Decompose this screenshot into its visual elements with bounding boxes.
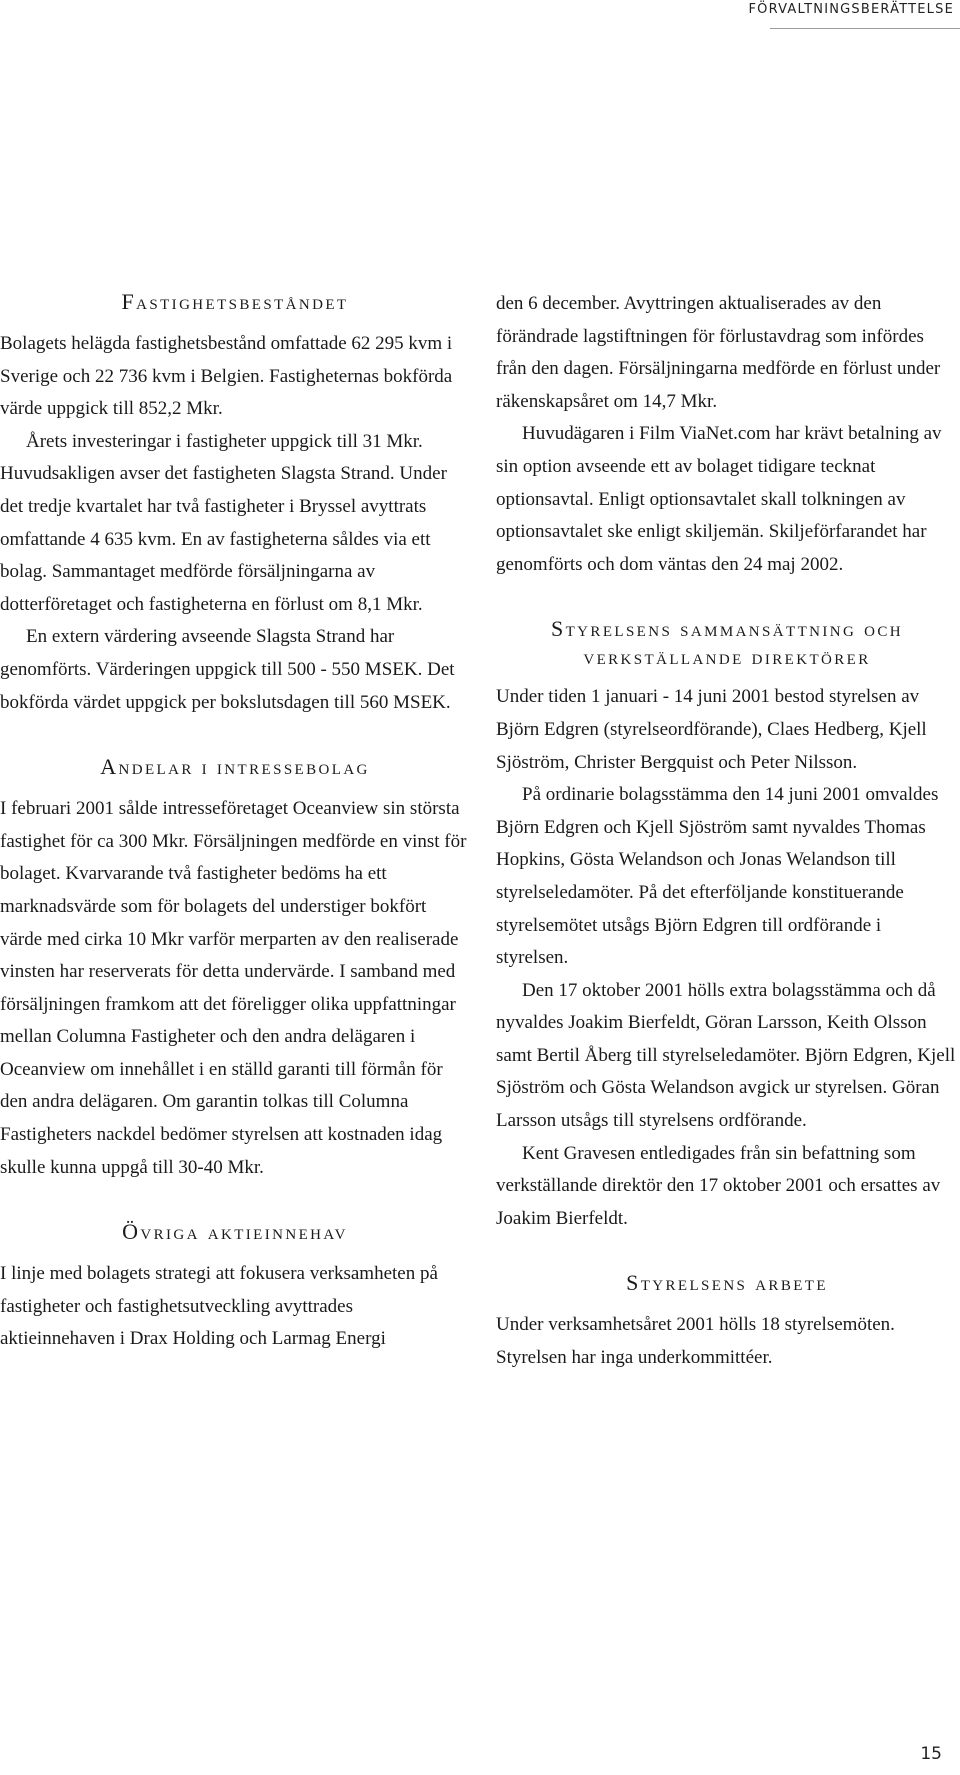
heading-styrelsens-sammansattning — [496, 615, 958, 671]
paragraph: Under tiden 1 januari - 14 juni 2001 bestod styrelsen av Björn Edgren (styrelseordförande), Claes Hedberg, Kjell Sjöström, Christer Bergquist och Peter Nilsson. — [496, 686, 927, 773]
paragraph: På ordinarie bolagsstämma den 14 juni 2001 omvaldes Björn Edgren och Kjell Sjöström samt nyvaldes Thomas Hopkins, Gösta Welandson och Jonas Welandson till styrelseledamöter. På det efterföljande konstituerande styrelsemötet utsågs Björn Edgren till ordförande i styrelsen. — [496, 784, 939, 969]
section-label: FÖRVALTNINGSBERÄTTELSE — [748, 2, 954, 17]
page-header — [748, 0, 960, 29]
heading-fastighetsbestandet: Fastighetsbeståndet — [121, 289, 349, 314]
paragraph: Den 17 oktober 2001 hölls extra bolagsstämma och då nyvaldes Joakim Bierfeldt, Göran Larsson, Keith Olsson samt Bertil Åberg till styrelseledamöter. Björn Edgren, Kjell Sjöström och Gösta Welandson avgick ur styrelsen. Göran Larsson utsågs till styrelsens ordförande. — [496, 979, 956, 1132]
paragraph: Kent Gravesen entledigades från sin befattning som verkställande direktör den 17 oktober 2001 och ersattes av Joakim Bierfeldt. — [496, 1142, 941, 1229]
paragraph: I linje med bolagets strategi att fokusera verksamheten på fastigheter och fastighetsutveckling avyttrades aktieinnehaven i Drax Holding och Larmag Energi — [0, 1263, 438, 1350]
heading-styrelsens-arbete: Styrelsens arbete — [626, 1270, 828, 1296]
paragraph: Huvudägaren i Film ViaNet.com har krävt betalning av sin option avseende ett av bolaget tidigare tecknat optionsavtal. Enligt optionsavtalet skall tolkningen av optionsavtalet ske enligt skiljemän. Skiljeförfarandet har genomförts och dom väntas den 24 maj 2002. — [496, 423, 942, 575]
heading-ovriga-aktieinnehav: Övriga aktieinnehav — [122, 1219, 348, 1245]
paragraph: Bolagets helägda fastighetsbestånd omfattade 62 295 kvm i Sverige och 22 736 kvm i Belgien. Fastigheternas bokförda värde uppgick till 852,2 Mkr. — [0, 333, 453, 420]
left-column — [0, 288, 470, 1356]
paragraph: Under verksamhetsåret 2001 hölls 18 styrelsemöten. Styrelsen har inga underkommittéer. — [496, 1314, 895, 1369]
paragraph: Årets investeringar i fastigheter uppgick till 31 Mkr. Huvudsakligen avser det fastigheten Slagsta Strand. Under det tredje kvartalet har två fastigheter i Bryssel avyttrats omfattande 4 635 kvm. En av fastigheterna såldes via ett bolag. Sammantaget medförde försäljningarna av dotterföretaget och fastigheterna en förlust om 8,1 Mkr. — [0, 430, 447, 615]
paragraph: I februari 2001 sålde intresseföretaget Oceanview sin största fastighet för ca 300 Mkr. Försäljningen medförde en vinst för bolaget. Kvarvarande två fastigheter bedöms ha ett marknadsvärde som för bolagets del understiger bokfört värde med cirka 10 Mkr varför merparten av den realiserade vinsten har reserverats för detta undervärde. I samband med försäljningen framkom att det föreligger olika uppfattningar mellan Columna Fastigheter och den andra delägaren i Oceanview om innehållet i en ställd garanti till förmån för den andra delägaren. Om garantin tolkas till Columna Fastigheters nackdel bedömer styrelsen att kostnaden idag skulle kunna uppgå till 30-40 Mkr. — [0, 798, 467, 1178]
paragraph: den 6 december. Avyttringen aktualiserades av den förändrade lagstiftningen för förlustavdrag som infördes från den dagen. Försäljningarna medförde en förlust under räkenskapsåret om 14,7 Mkr. — [496, 293, 941, 412]
right-column — [496, 288, 958, 1375]
heading-andelar-i-intressebolag: Andelar i intressebolag — [100, 754, 370, 780]
heading-line: verkställande direktörer — [583, 644, 871, 670]
heading-line: Styrelsens sammansättning och — [550, 616, 904, 642]
page-number: 15 — [920, 1744, 942, 1764]
paragraph: En extern värdering avseende Slagsta Strand har genomförts. Värderingen uppgick till 500 - 550 MSEK. Det bokförda värdet uppgick per bokslutsdagen till 560 MSEK. — [0, 626, 455, 713]
